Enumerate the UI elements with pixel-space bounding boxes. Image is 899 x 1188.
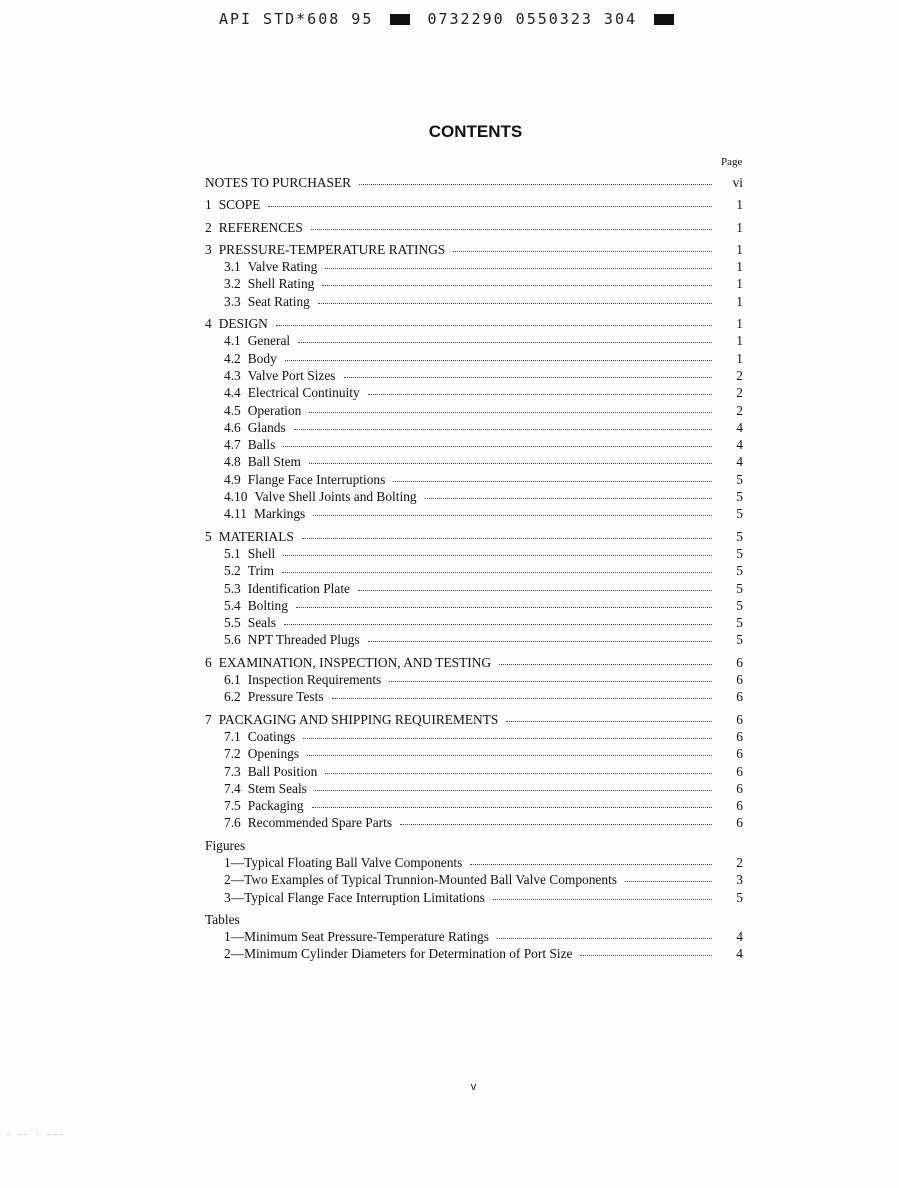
toc-entry-number: 7.4 <box>224 780 241 796</box>
toc-entry[interactable] <box>205 871 743 888</box>
toc-entry-page: 1 <box>736 350 743 366</box>
dot-leader <box>499 663 712 665</box>
toc-entry-number: 4.1 <box>224 333 241 349</box>
toc-entry-number: 4.4 <box>224 385 241 401</box>
toc-entry-page: 4 <box>736 419 743 435</box>
toc-entry-title <box>205 196 260 213</box>
toc-entry-title <box>224 350 277 367</box>
toc-entry-label: Flange Face Interruptions <box>247 471 386 487</box>
toc-entry-title <box>205 528 294 545</box>
toc-entry-label: 1—Typical Floating Ball Valve Components <box>224 854 463 870</box>
page-column-heading: Page <box>721 156 743 168</box>
toc-entry-page: 5 <box>736 615 743 631</box>
toc-entry-title <box>224 258 317 275</box>
toc-entry-number: 1 <box>205 197 212 213</box>
toc-entry-title <box>224 928 489 945</box>
toc-entry-page: 6 <box>736 815 743 831</box>
toc-entry-number: 4.8 <box>224 454 241 470</box>
toc-entry[interactable] <box>205 419 743 436</box>
toc-entry[interactable] <box>205 562 743 579</box>
toc-entry-label: NPT Threaded Plugs <box>247 632 360 648</box>
dot-leader <box>284 623 712 625</box>
toc-entry[interactable] <box>205 332 743 349</box>
toc-entry-page: 4 <box>736 454 743 470</box>
toc-entry-label: PACKAGING AND SHIPPING REQUIREMENTS <box>218 711 499 727</box>
toc-entry-page: 6 <box>736 798 743 814</box>
page-title: CONTENTS <box>428 122 523 141</box>
toc-entry-label: Glands <box>247 419 286 435</box>
dot-leader <box>282 571 712 573</box>
table-of-contents <box>205 174 743 963</box>
toc-entry-title <box>224 293 310 310</box>
toc-entry[interactable] <box>205 505 743 522</box>
toc-entry-label: General <box>247 333 291 349</box>
dot-leader <box>325 267 712 269</box>
toc-entry-title <box>224 763 317 780</box>
toc-entry-page: 2 <box>736 385 743 401</box>
toc-entry-label: Identification Plate <box>247 580 351 596</box>
toc-entry-number: 2 <box>205 219 212 235</box>
dot-leader <box>302 537 712 539</box>
toc-entry-title <box>224 471 385 488</box>
toc-entry[interactable] <box>205 688 743 705</box>
toc-entry[interactable] <box>205 814 743 831</box>
toc-entry-number: 4.7 <box>224 437 241 453</box>
toc-entry-page: 1 <box>736 259 743 275</box>
toc-entry-page: 5 <box>736 597 743 613</box>
toc-entry-page: 6 <box>736 728 743 744</box>
dot-leader <box>393 480 712 482</box>
dot-leader <box>285 359 712 361</box>
toc-entry-title <box>224 814 392 831</box>
toc-entry[interactable] <box>205 763 743 780</box>
toc-entry-label: Valve Shell Joints and Bolting <box>254 489 417 505</box>
toc-entry-page: 6 <box>736 763 743 779</box>
toc-entry-number: 5.3 <box>224 580 241 596</box>
toc-entry-label: EXAMINATION, INSPECTION, AND TESTING <box>218 654 492 670</box>
toc-entry-number: 4.6 <box>224 419 241 435</box>
toc-entry[interactable] <box>205 597 743 614</box>
toc-entry-label: Shell <box>247 545 276 561</box>
toc-entry-label: Seat Rating <box>247 293 310 309</box>
toc-entry-number: 7.6 <box>224 815 241 831</box>
toc-entry-title <box>224 614 276 631</box>
dot-leader <box>322 284 712 286</box>
toc-entry-title <box>224 745 299 762</box>
toc-entry-page: 1 <box>736 316 743 332</box>
toc-entry-title <box>224 332 290 349</box>
toc-entry-page: 6 <box>736 689 743 705</box>
toc-entry-page: 4 <box>736 437 743 453</box>
toc-entry-title <box>224 562 274 579</box>
toc-entry[interactable] <box>205 780 743 797</box>
toc-entry-page: 2 <box>736 367 743 383</box>
toc-entry-label: Coatings <box>247 728 296 744</box>
toc-entry[interactable] <box>205 928 743 945</box>
dot-leader <box>268 205 712 207</box>
toc-entry[interactable] <box>205 671 743 688</box>
toc-entry-label: Body <box>247 350 277 366</box>
dot-leader <box>453 250 712 252</box>
toc-entry-page: 1 <box>736 333 743 349</box>
toc-entry[interactable] <box>205 631 743 648</box>
toc-entry-number: 6.1 <box>224 672 241 688</box>
dot-leader <box>315 789 712 791</box>
toc-entry-page: 5 <box>736 580 743 596</box>
toc-entry-page: 1 <box>736 197 743 213</box>
toc-entry-page: 5 <box>736 632 743 648</box>
toc-entry-page: 5 <box>736 528 743 544</box>
toc-entry-title <box>224 780 307 797</box>
toc-entry-number: 4.5 <box>224 402 241 418</box>
toc-entry-page: 6 <box>736 672 743 688</box>
toc-entry[interactable] <box>205 654 743 671</box>
dot-leader <box>425 497 712 499</box>
toc-entry-number: 6.2 <box>224 689 241 705</box>
toc-entry-page: 6 <box>736 746 743 762</box>
toc-entry-title <box>224 671 381 688</box>
toc-entry-title <box>224 688 324 705</box>
toc-entry-title <box>224 889 485 906</box>
toc-entry-page: 2 <box>736 402 743 418</box>
toc-entry-number: 7.5 <box>224 798 241 814</box>
toc-entry-number: 4 <box>205 316 212 332</box>
toc-entry-number: 3.3 <box>224 293 241 309</box>
toc-entry-title <box>224 728 295 745</box>
toc-entry-number: 5 <box>205 528 212 544</box>
toc-entry-page: 1 <box>736 219 743 235</box>
dot-leader <box>309 411 712 413</box>
header-code: 0732290 0550323 304 <box>427 10 638 28</box>
toc-entry-title <box>224 871 617 888</box>
dot-leader <box>368 640 712 642</box>
toc-entry-title <box>224 275 314 292</box>
toc-entry[interactable] <box>205 293 743 310</box>
toc-entry-title <box>205 711 498 728</box>
dot-leader <box>506 720 712 722</box>
scan-artifact: — —— · ——— <box>6 1130 65 1139</box>
dot-leader <box>580 954 712 956</box>
toc-entry-number: 3 <box>205 241 212 257</box>
toc-entry[interactable] <box>205 402 743 419</box>
toc-entry-page: 6 <box>736 711 743 727</box>
toc-entry-page: 3 <box>736 872 743 888</box>
toc-entry[interactable] <box>205 745 743 762</box>
toc-entry-label: Recommended Spare Parts <box>247 815 393 831</box>
toc-entry-page: 1 <box>736 241 743 257</box>
figures-heading: Figures <box>205 837 246 853</box>
toc-entry-page: 1 <box>736 276 743 292</box>
toc-entry-label: Shell Rating <box>247 276 315 292</box>
toc-entry-label: SCOPE <box>218 197 261 213</box>
toc-entry-page: 6 <box>736 654 743 670</box>
toc-entry-title <box>224 367 336 384</box>
toc-entry-label: Valve Port Sizes <box>247 367 336 383</box>
toc-entry-title <box>224 453 301 470</box>
toc-entry-title <box>224 854 462 871</box>
toc-entry-label: DESIGN <box>218 316 268 332</box>
toc-entry-label: Electrical Continuity <box>247 385 360 401</box>
toc-entry[interactable] <box>205 728 743 745</box>
dot-leader <box>296 606 712 608</box>
toc-entry-title <box>205 219 303 236</box>
tables-heading: Tables <box>205 911 240 927</box>
toc-entry-number: 7.1 <box>224 728 241 744</box>
toc-entry-number: 7.3 <box>224 763 241 779</box>
toc-entry-number: 5.6 <box>224 632 241 648</box>
toc-entry-page: 5 <box>736 471 743 487</box>
dot-leader <box>344 376 712 378</box>
toc-entry-title <box>224 384 360 401</box>
dot-leader <box>307 754 712 756</box>
toc-entry-number: 5.1 <box>224 545 241 561</box>
toc-entry-page: vi <box>732 175 743 190</box>
toc-entry-title <box>205 315 268 332</box>
toc-entry-number: 5.4 <box>224 597 241 613</box>
toc-entry-number: 3.2 <box>224 276 241 292</box>
toc-entry-label: Markings <box>253 506 306 522</box>
toc-entry[interactable] <box>205 453 743 470</box>
toc-entry[interactable] <box>205 241 743 258</box>
dot-leader <box>325 772 712 774</box>
toc-entry-page: 5 <box>736 889 743 905</box>
toc-entry-label: NOTES TO PURCHASER <box>205 175 352 190</box>
toc-entry-title <box>205 654 491 671</box>
toc-entry[interactable] <box>205 580 743 597</box>
toc-entry-number: 4.9 <box>224 471 241 487</box>
toc-entry-page: 5 <box>736 563 743 579</box>
toc-entry-title <box>224 580 350 597</box>
toc-entry-page: 5 <box>736 545 743 561</box>
header-block-mark <box>654 14 674 25</box>
toc-entry[interactable] <box>205 275 743 292</box>
toc-entry-page: 5 <box>736 489 743 505</box>
toc-entry-title <box>224 597 288 614</box>
dot-leader <box>358 589 712 591</box>
toc-entry[interactable] <box>205 196 743 213</box>
toc-entry[interactable] <box>205 436 743 453</box>
toc-entry-label: Operation <box>247 402 302 418</box>
toc-entry-number: 7 <box>205 711 212 727</box>
toc-entry-title <box>224 545 275 562</box>
dot-leader <box>311 228 712 230</box>
toc-entry-label: REFERENCES <box>218 219 303 235</box>
toc-entry-title <box>224 436 275 453</box>
toc-entry[interactable] <box>205 545 743 562</box>
toc-entry-label: Ball Stem <box>247 454 301 470</box>
dot-leader <box>283 445 712 447</box>
toc-entry-label: Stem Seals <box>247 780 307 796</box>
toc-entry-number: 4.2 <box>224 350 241 366</box>
toc-entry-label: Inspection Requirements <box>247 672 382 688</box>
toc-entry-label: 2—Minimum Cylinder Diameters for Determination of Port Size <box>224 946 573 962</box>
toc-entry[interactable] <box>205 219 743 236</box>
toc-entry[interactable] <box>205 889 743 906</box>
toc-entry-label: Bolting <box>247 597 288 613</box>
toc-entry-label: 1—Minimum Seat Pressure-Temperature Ratings <box>224 929 489 945</box>
toc-entry-title <box>205 174 351 191</box>
toc-entry-label: Openings <box>247 746 300 762</box>
scan-header <box>0 10 899 28</box>
header-standard-id: API STD*608 95 <box>218 10 374 28</box>
toc-entry-page: 1 <box>736 293 743 309</box>
toc-entry-label: MATERIALS <box>218 528 294 544</box>
dot-leader <box>625 880 712 882</box>
toc-entry[interactable] <box>205 528 743 545</box>
toc-entry-label: 2—Two Examples of Typical Trunnion-Mounted Ball Valve Components <box>224 872 618 888</box>
toc-entry-label: Trim <box>247 563 275 579</box>
dot-leader <box>318 302 712 304</box>
toc-entry-number: 4.3 <box>224 367 241 383</box>
toc-entry[interactable] <box>205 711 743 728</box>
toc-entry-label: Balls <box>247 437 276 453</box>
toc-entry-number: 4.11 <box>224 506 247 522</box>
toc-entry-title <box>224 631 360 648</box>
toc-entry-title <box>224 402 301 419</box>
toc-entry-title <box>224 945 572 962</box>
dot-leader <box>493 898 712 900</box>
dot-leader <box>497 937 712 939</box>
toc-entry[interactable] <box>205 471 743 488</box>
toc-entry-label: Valve Rating <box>247 259 318 275</box>
dot-leader <box>309 462 712 464</box>
toc-entry-page: 2 <box>736 854 743 870</box>
toc-entry[interactable] <box>205 367 743 384</box>
toc-entry[interactable] <box>205 797 743 814</box>
toc-entry-number: 5.5 <box>224 615 241 631</box>
toc-entry-label: 3—Typical Flange Face Interruption Limitations <box>224 889 485 905</box>
dot-leader <box>359 183 712 185</box>
toc-entry-title <box>224 797 304 814</box>
toc-entry-number: 7.2 <box>224 746 241 762</box>
toc-entry[interactable] <box>205 350 743 367</box>
toc-entry[interactable] <box>205 174 743 191</box>
dot-leader <box>389 680 712 682</box>
toc-entry-label: Ball Position <box>247 763 318 779</box>
toc-entry-title <box>224 488 417 505</box>
toc-entry-label: PRESSURE-TEMPERATURE RATINGS <box>218 241 446 257</box>
toc-entry[interactable] <box>205 945 743 962</box>
toc-entry-number: 3.1 <box>224 259 241 275</box>
toc-entry-label: Pressure Tests <box>247 689 324 705</box>
toc-entry-number: 6 <box>205 654 212 670</box>
toc-entry-label: Packaging <box>247 798 304 814</box>
toc-entry[interactable] <box>205 614 743 631</box>
dot-leader <box>283 554 712 556</box>
dot-leader <box>313 514 712 516</box>
dot-leader <box>332 697 712 699</box>
toc-entry-title <box>224 505 305 522</box>
toc-entry[interactable] <box>205 315 743 332</box>
toc-entry[interactable] <box>205 384 743 401</box>
toc-entry[interactable] <box>205 258 743 275</box>
toc-entry-title <box>224 419 286 436</box>
toc-entry-number: 5.2 <box>224 563 241 579</box>
toc-entry-label: Seals <box>247 615 277 631</box>
toc-entry-title <box>205 241 445 258</box>
dot-leader <box>294 428 712 430</box>
dot-leader <box>368 393 712 395</box>
dot-leader <box>303 737 712 739</box>
toc-entry-page: 5 <box>736 506 743 522</box>
toc-entry-page: 4 <box>736 929 743 945</box>
dot-leader <box>400 823 712 825</box>
toc-entry-page: 4 <box>736 946 743 962</box>
toc-entry-page: 6 <box>736 780 743 796</box>
toc-entry[interactable] <box>205 488 743 505</box>
dot-leader <box>276 324 712 326</box>
dot-leader <box>470 863 712 865</box>
dot-leader <box>298 341 712 343</box>
toc-entry-number: 4.10 <box>224 489 248 505</box>
dot-leader <box>312 806 712 808</box>
header-block-mark <box>390 14 410 25</box>
page-number: v <box>470 1081 477 1093</box>
toc-entry[interactable] <box>205 854 743 871</box>
